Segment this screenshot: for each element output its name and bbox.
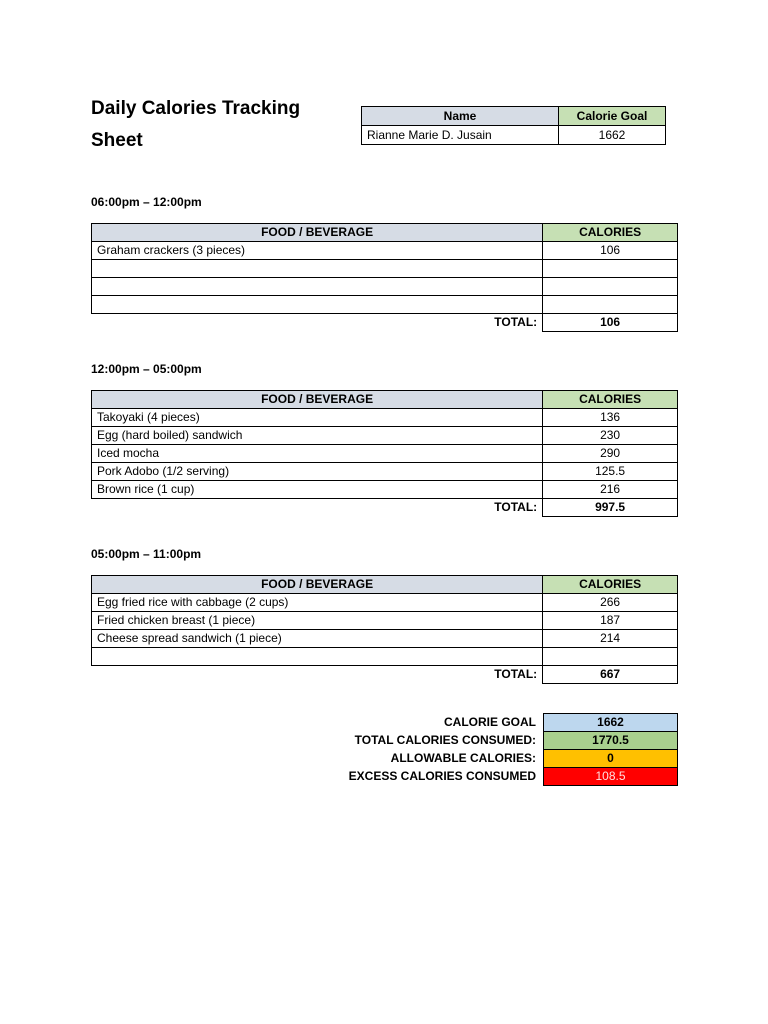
info-table xyxy=(361,106,666,145)
calories-cell[interactable]: 125.5 xyxy=(543,463,678,481)
table-row xyxy=(92,260,678,278)
table-row xyxy=(92,242,678,260)
goal-header: Calorie Goal xyxy=(559,107,666,126)
food-header: FOOD / BEVERAGE xyxy=(92,224,543,242)
table-row xyxy=(92,278,678,296)
food-cell[interactable]: Iced mocha xyxy=(92,445,543,463)
meal-table xyxy=(91,390,678,517)
meal-table xyxy=(91,575,678,684)
calories-cell[interactable]: 216 xyxy=(543,481,678,499)
table-row xyxy=(92,612,678,630)
food-cell[interactable]: Brown rice (1 cup) xyxy=(92,481,543,499)
table-row xyxy=(92,630,678,648)
calories-cell[interactable]: 106 xyxy=(543,242,678,260)
food-cell[interactable] xyxy=(92,278,543,296)
table-row xyxy=(92,296,678,314)
summary-excess-value: 108.5 xyxy=(544,768,678,786)
summary-allowable-value: 0 xyxy=(544,750,678,768)
total-value: 997.5 xyxy=(543,499,678,517)
total-value: 106 xyxy=(543,314,678,332)
meal-time-label: 05:00pm – 11:00pm xyxy=(91,547,202,561)
table-row xyxy=(92,594,678,612)
table-row xyxy=(92,409,678,427)
name-header: Name xyxy=(362,107,559,126)
calories-cell[interactable]: 290 xyxy=(543,445,678,463)
food-cell[interactable] xyxy=(92,260,543,278)
summary-excess-label: EXCESS CALORIES CONSUMED xyxy=(348,769,536,783)
goal-cell[interactable]: 1662 xyxy=(559,126,666,145)
meal-table xyxy=(91,223,678,332)
food-header: FOOD / BEVERAGE xyxy=(92,576,543,594)
table-row xyxy=(92,427,678,445)
food-cell[interactable]: Takoyaki (4 pieces) xyxy=(92,409,543,427)
summary-table xyxy=(340,713,678,786)
page-title: Daily Calories Tracking Sheet xyxy=(91,98,301,151)
food-header: FOOD / BEVERAGE xyxy=(92,391,543,409)
table-row xyxy=(92,481,678,499)
table-row xyxy=(92,463,678,481)
calories-cell[interactable] xyxy=(543,278,678,296)
food-cell[interactable]: Egg (hard boiled) sandwich xyxy=(92,427,543,445)
calories-header: CALORIES xyxy=(543,224,678,242)
food-cell[interactable] xyxy=(92,296,543,314)
meal-time-label: 06:00pm – 12:00pm xyxy=(91,195,202,209)
name-cell[interactable]: Rianne Marie D. Jusain xyxy=(362,126,559,145)
calories-cell[interactable] xyxy=(543,260,678,278)
total-label: TOTAL: xyxy=(494,315,538,330)
calories-cell[interactable]: 230 xyxy=(543,427,678,445)
calories-header: CALORIES xyxy=(543,576,678,594)
table-row xyxy=(92,648,678,666)
calories-cell[interactable] xyxy=(543,296,678,314)
food-cell[interactable]: Pork Adobo (1/2 serving) xyxy=(92,463,543,481)
meal-time-label: 12:00pm – 05:00pm xyxy=(91,362,202,376)
calories-cell[interactable] xyxy=(543,648,678,666)
summary-consumed-label: TOTAL CALORIES CONSUMED: xyxy=(354,733,536,747)
total-label: TOTAL: xyxy=(494,500,538,515)
calories-cell[interactable]: 136 xyxy=(543,409,678,427)
total-value: 667 xyxy=(543,666,678,684)
table-row xyxy=(92,445,678,463)
food-cell[interactable]: Cheese spread sandwich (1 piece) xyxy=(92,630,543,648)
summary-goal-value: 1662 xyxy=(544,714,678,732)
calories-cell[interactable]: 187 xyxy=(543,612,678,630)
food-cell[interactable]: Graham crackers (3 pieces) xyxy=(92,242,543,260)
summary-consumed-value: 1770.5 xyxy=(544,732,678,750)
calories-cell[interactable]: 266 xyxy=(543,594,678,612)
summary-goal-label: CALORIE GOAL xyxy=(444,715,536,729)
food-cell[interactable] xyxy=(92,648,543,666)
food-cell[interactable]: Egg fried rice with cabbage (2 cups) xyxy=(92,594,543,612)
food-cell[interactable]: Fried chicken breast (1 piece) xyxy=(92,612,543,630)
calories-cell[interactable]: 214 xyxy=(543,630,678,648)
summary-allowable-label: ALLOWABLE CALORIES: xyxy=(390,751,536,765)
calories-header: CALORIES xyxy=(543,391,678,409)
total-label: TOTAL: xyxy=(494,667,538,682)
